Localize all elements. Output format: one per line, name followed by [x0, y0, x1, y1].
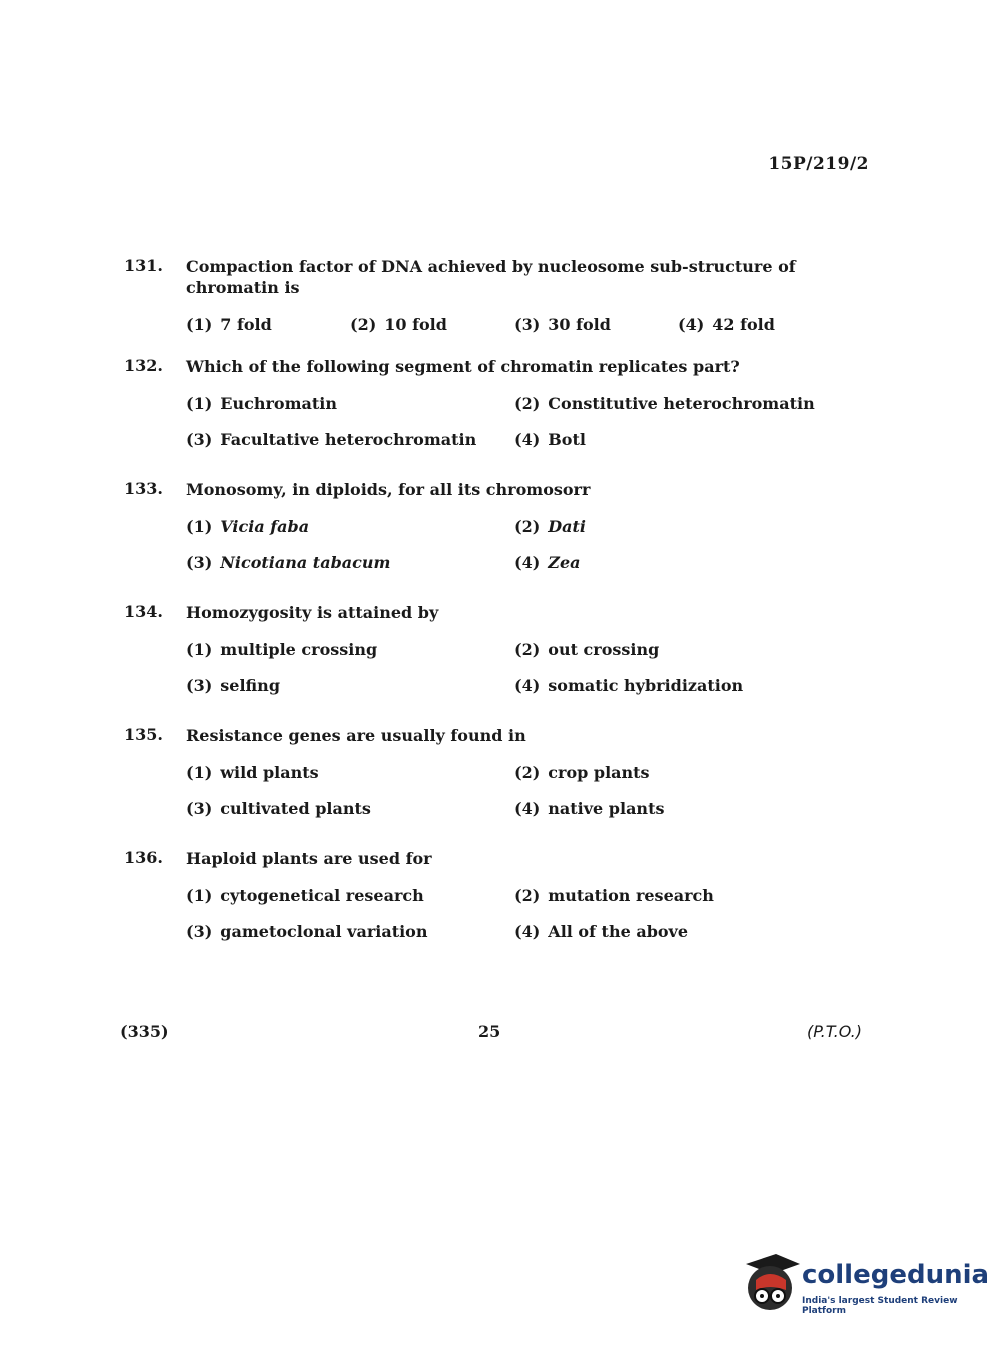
- question-number: 131.: [124, 256, 163, 275]
- options: [186, 517, 884, 572]
- brand-tagline: India's largest Student Review Platform: [802, 1296, 958, 1316]
- option-2: (2) out crossing: [514, 640, 660, 659]
- option-2: (2) Constitutive heterochromatin: [514, 394, 815, 413]
- option-4: (4) Zea: [514, 553, 581, 572]
- option-2: (2) crop plants: [514, 763, 650, 782]
- mascot-icon: [742, 1250, 800, 1314]
- option-2: (2) 10 fold: [350, 315, 447, 334]
- question-number: 132.: [124, 356, 163, 375]
- question-text: Resistance genes are usually found in: [186, 726, 526, 745]
- question-134: [124, 602, 884, 695]
- option-4: (4) Botl: [514, 430, 586, 449]
- option-4: (4) 42 fold: [678, 315, 775, 334]
- option-4: (4) somatic hybridization: [514, 676, 744, 695]
- option-2: (2) Dati: [514, 517, 586, 536]
- option-3: (3) Facultative heterochromatin: [186, 430, 477, 449]
- option-3: (3) selfing: [186, 676, 280, 695]
- question-133: [124, 479, 884, 572]
- questions-list: [124, 256, 884, 941]
- page-number: 25: [478, 1022, 501, 1041]
- option-3: (3) 30 fold: [514, 315, 611, 334]
- option-3: (3) Nicotiana tabacum: [186, 553, 391, 572]
- option-1: (1) Vicia faba: [186, 517, 310, 536]
- options: [186, 763, 884, 818]
- question-text: Compaction factor of DNA achieved by nucleosome sub-structure of chromatin is: [186, 257, 796, 297]
- option-2: (2) mutation research: [514, 886, 714, 905]
- question-136: [124, 848, 884, 941]
- options: [186, 315, 884, 334]
- pto-label: (P.T.O.): [806, 1022, 862, 1041]
- collegedunia-watermark: [742, 1250, 990, 1320]
- option-4: (4) All of the above: [514, 922, 689, 941]
- page-code: 15P/219/2: [768, 154, 869, 174]
- question-text: Monosomy, in diploids, for all its chromosorr: [186, 480, 591, 499]
- brand-name: collegedunia: [802, 1260, 990, 1290]
- question-number: 136.: [124, 848, 163, 867]
- question-132: [124, 356, 884, 449]
- question-text: Haploid plants are used for: [186, 849, 432, 868]
- options: [186, 886, 884, 941]
- question-number: 133.: [124, 479, 163, 498]
- option-3: (3) gametoclonal variation: [186, 922, 428, 941]
- question-text: Which of the following segment of chromatin replicates part?: [186, 357, 740, 376]
- question-135: [124, 725, 884, 818]
- option-1: (1) Euchromatin: [186, 394, 337, 413]
- options: [186, 640, 884, 695]
- booklet-code: (335): [120, 1022, 169, 1041]
- options: [186, 394, 884, 449]
- option-1: (1) wild plants: [186, 763, 319, 782]
- question-number: 134.: [124, 602, 163, 621]
- option-1: (1) cytogenetical research: [186, 886, 424, 905]
- question-131: [124, 256, 884, 334]
- question-number: 135.: [124, 725, 163, 744]
- option-1: (1) multiple crossing: [186, 640, 378, 659]
- option-1: (1) 7 fold: [186, 315, 272, 334]
- question-text: Homozygosity is attained by: [186, 603, 439, 622]
- option-4: (4) native plants: [514, 799, 665, 818]
- option-3: (3) cultivated plants: [186, 799, 371, 818]
